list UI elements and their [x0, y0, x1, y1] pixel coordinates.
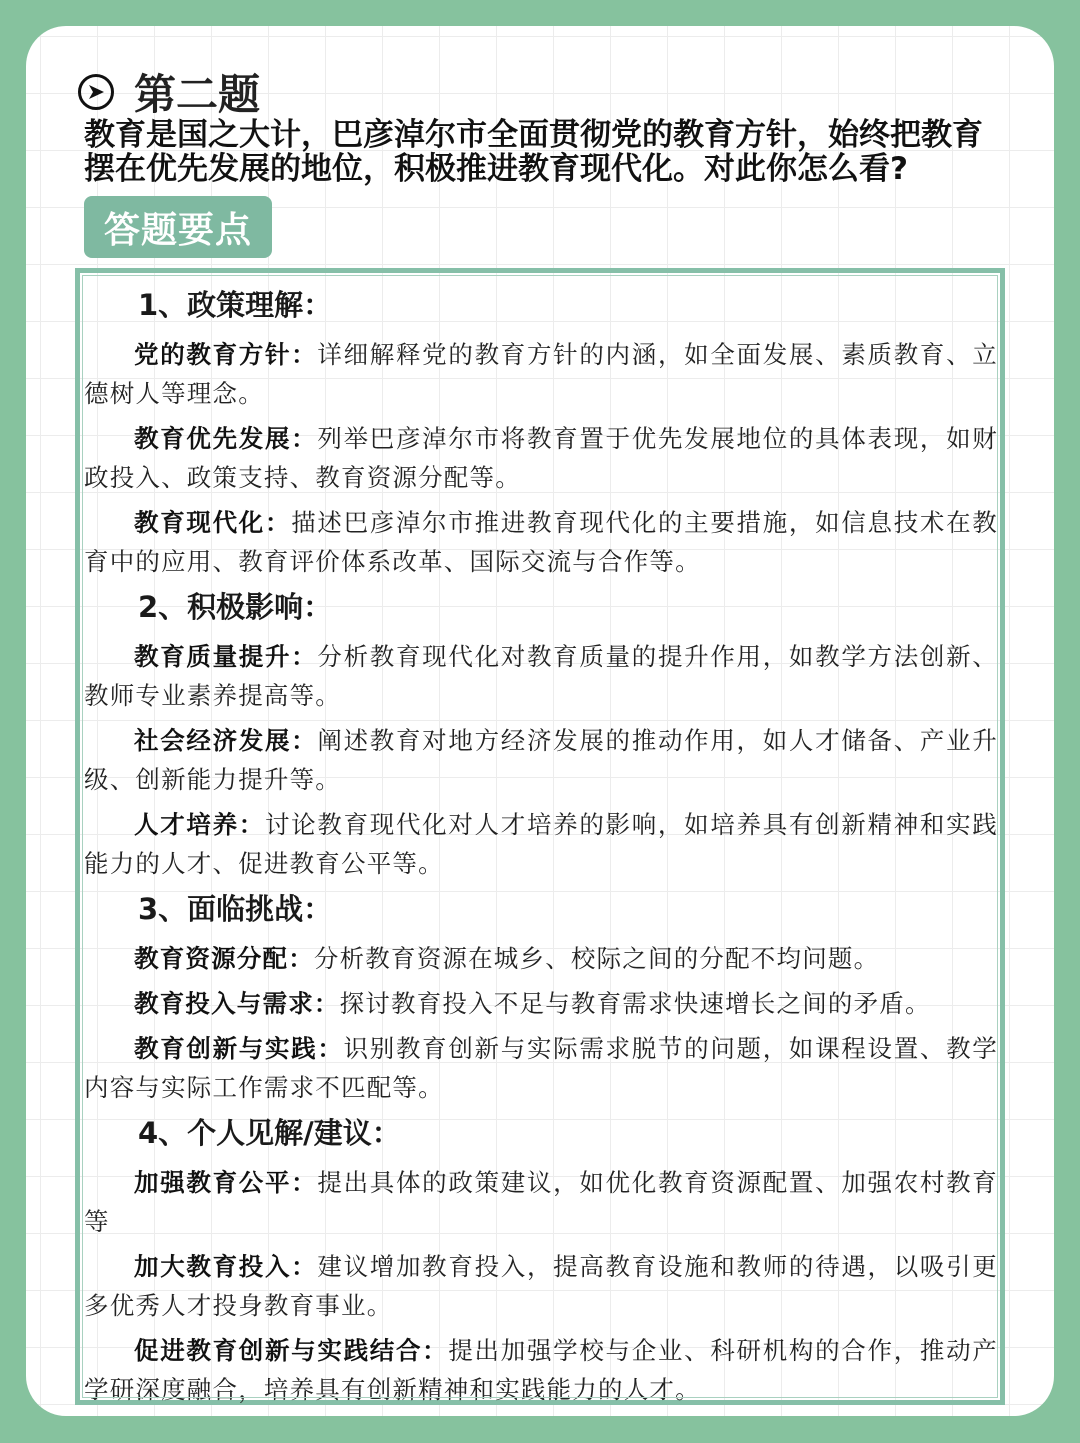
section: [84, 1113, 998, 1409]
point-term: 教育创新与实践：: [134, 1034, 344, 1063]
point-term: 教育现代化：: [134, 508, 292, 537]
section: [84, 889, 998, 1107]
point-term: 加大教育投入：: [134, 1252, 318, 1281]
point-paragraph: [84, 939, 998, 978]
section-heading: 1、政策理解：: [138, 288, 333, 322]
point-text: 阐述教育对地方经济发展的推动作用，如人才储备、产业升级、创新能力提升等。: [84, 726, 999, 794]
point-paragraph: [84, 1247, 998, 1325]
point-paragraph: [84, 805, 998, 883]
point-term: 社会经济发展：: [134, 726, 318, 755]
point-paragraph: [84, 1029, 998, 1107]
question-text: 教育是国之大计，巴彦淖尔市全面贯彻党的教育方针，始终把教育摆在优先发展的地位，积极推进教育现代化。对此你怎么看?: [84, 117, 983, 187]
point-text: 描述巴彦淖尔市推进教育现代化的主要措施，如信息技术在教育中的应用、教育评价体系改革、国际交流与合作等。: [84, 508, 998, 576]
play-arrow-icon: [78, 74, 114, 110]
point-text: 列举巴彦淖尔市将教育置于优先发展地位的具体表现，如财政投入、政策支持、教育资源分配等。: [84, 424, 999, 492]
point-text: 提出加强学校与企业、科研机构的合作，推动产学研深度融合，培养具有创新精神和实践能力的人才。: [84, 1336, 998, 1404]
section: [84, 285, 998, 581]
answer-content: [84, 285, 998, 1415]
section-heading: 2、积极影响：: [138, 590, 333, 624]
point-paragraph: [84, 721, 998, 799]
point-term: 教育优先发展：: [134, 424, 318, 453]
point-paragraph: [84, 1331, 998, 1409]
point-paragraph: [84, 637, 998, 715]
point-text: 讨论教育现代化对人才培养的影响，如培养具有创新精神和实践能力的人才、促进教育公平等。: [84, 810, 998, 878]
point-paragraph: [84, 503, 998, 581]
answer-box: [75, 268, 1005, 1405]
point-paragraph: [84, 1163, 998, 1241]
point-term: 党的教育方针：: [134, 340, 318, 369]
point-term: 教育投入与需求：: [134, 989, 340, 1018]
point-term: 促进教育创新与实践结合：: [134, 1336, 449, 1365]
section-heading: 3、面临挑战：: [138, 892, 333, 926]
answer-points-tag: 答题要点: [84, 196, 272, 258]
point-paragraph: [84, 335, 998, 413]
point-term: 教育资源分配：: [134, 944, 314, 973]
point-text: 详细解释党的教育方针的内涵，如全面发展、素质教育、立德树人等理念。: [84, 340, 999, 408]
point-term: 加强教育公平：: [134, 1168, 318, 1197]
point-text: 探讨教育投入不足与教育需求快速增长之间的矛盾。: [339, 989, 931, 1018]
point-text: 分析教育资源在城乡、校际之间的分配不均问题。: [313, 944, 880, 973]
section: [84, 587, 998, 883]
point-paragraph: [84, 984, 998, 1023]
point-text: 提出具体的政策建议，如优化教育资源配置、加强农村教育等: [84, 1168, 999, 1236]
point-text: 分析教育现代化对教育质量的提升作用，如教学方法创新、教师专业素养提高等。: [84, 642, 999, 710]
point-paragraph: [84, 419, 998, 497]
page-title: 第二题: [134, 70, 261, 119]
title-row: [78, 62, 260, 122]
point-text: 识别教育创新与实际需求脱节的问题，如课程设置、教学内容与实际工作需求不匹配等。: [84, 1034, 998, 1102]
point-term: 人才培养：: [134, 810, 265, 839]
section-heading: 4、个人见解/建议：: [138, 1116, 401, 1150]
point-text: 建议增加教育投入，提高教育设施和教师的待遇，以吸引更多优秀人才投身教育事业。: [84, 1252, 999, 1320]
point-term: 教育质量提升：: [134, 642, 318, 671]
